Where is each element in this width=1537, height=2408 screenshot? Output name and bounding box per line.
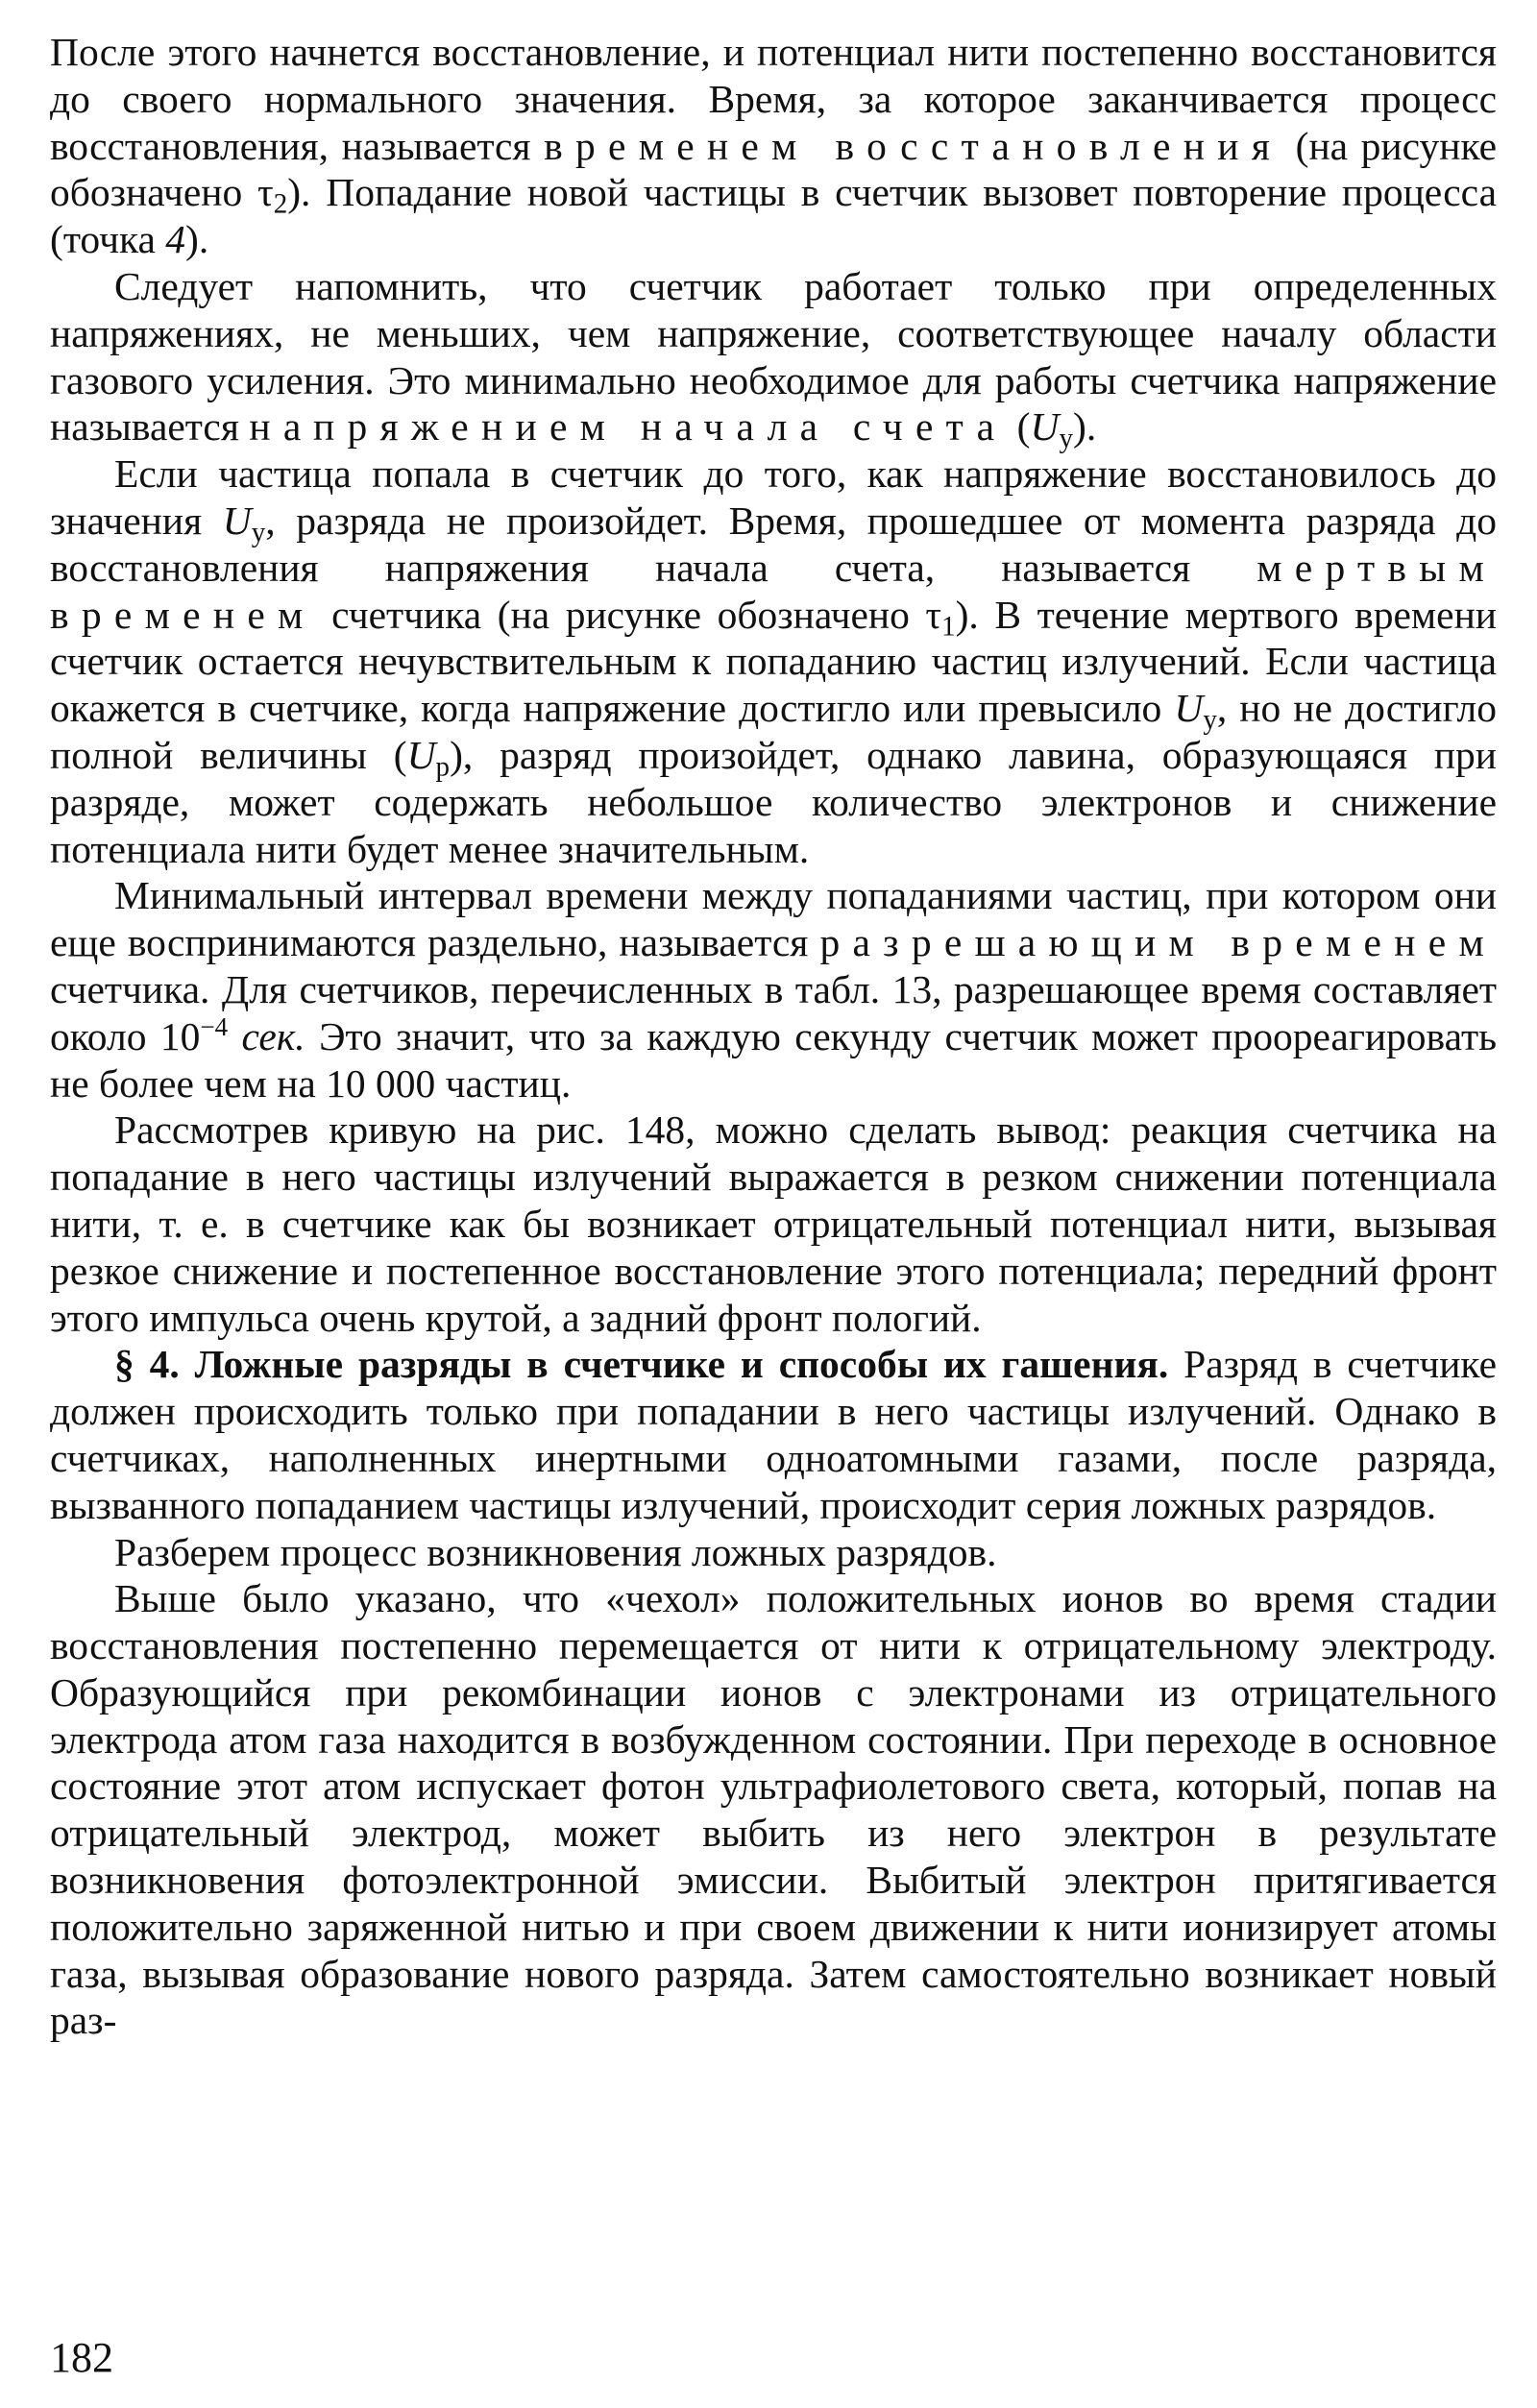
symbol-u: U (1030, 404, 1060, 450)
subscript: у (251, 517, 266, 548)
subscript: р (435, 751, 451, 783)
paragraph-resolving-time (50, 872, 1497, 1107)
subscript: 1 (941, 610, 956, 642)
text-run: Следует напомнить, что счетчик работает только при определенных напряжениях, не меньших, чем напряжение, соответствующее началу области газового усиления. Это минимально необходимое для работы счетчика напряжение называется (50, 263, 1497, 450)
paragraph-dead-time (50, 450, 1497, 872)
text-run: После этого начнется восстановление, и потенциал нити постепенно восстановится до своего нормального значения. Время, за которое заканчивается процесс восстановления, называется (50, 30, 1497, 168)
page-body (50, 29, 1497, 2044)
paragraph-analysis-intro: Разберем процесс возникновения ложных разрядов. (114, 1529, 997, 1574)
spaced-term: временем восстановления (544, 123, 1283, 168)
text-run: Это значит, что за каждую секунду счетчик может проореагировать не более чем на 10 000 частиц. (50, 1013, 1498, 1106)
text-run: ). В течение мертвого времени счетчик остается нечувствительным к попаданию частиц излучений. Если частица окажется в счетчике, когда напряжение достигло или превысило (50, 592, 1497, 731)
text-run: ). Попадание новой частицы в счетчик вызовет повторение процесса (точка (50, 170, 1498, 262)
subscript: у (1059, 423, 1073, 454)
spaced-term: разрешающим временем (819, 920, 1497, 965)
text-run: ( (1007, 404, 1031, 450)
text-run: Разряд в счетчике должен происходить только при попадании в него частицы излучений. Однако в счетчиках, наполненных инертными одноатомными газами, после разряда, вызванного попаданием частицы излучений, происходит серия ложных разрядов. (50, 1342, 1497, 1527)
text-run: счетчика. Для счетчиков, перечисленных в табл. 13, разрешающее время составляет около 10 (50, 966, 1497, 1058)
superscript: −4 (200, 1011, 229, 1041)
paragraph-curve-conclusion: Рассмотрев кривую на рис. 148, можно сделать вывод: реакция счетчика на попадание в него частицы излучений выражается в резком снижении потенциала нити, т. е. в счетчике как бы возникает отрицательный потенциал нити, вызывая резкое снижение и постепенное восстановление этого потенциала; передний фронт этого импульса очень крутой, а задний фронт пологий. (50, 1107, 1497, 1340)
symbol-u: U (1174, 686, 1204, 731)
symbol-u: U (406, 732, 436, 777)
text-run: ), разряд произойдет, однако лавина, образующаяся при разряде, может содержать небольшое количество электронов и снижение потенциала нити будет менее значительным. (50, 732, 1497, 871)
text-run: ). (185, 217, 209, 262)
text-run: счетчика (на рисунке обозначено τ (315, 592, 942, 637)
paragraph-ion-sheath: Выше было указано, что «чехол» положительных ионов во время стадии восстановления постепенно перемещается от нити к отрицательному электроду. Образующийся при рекомбинации ионов с электронами из отрицательного электрода атом газа находится в возбужденном состоянии. При переходе в основное состояние этот атом испускает фотон ультрафиолетового света, который, попав на отрицательный электрод, может выбить из него электрон в результате возникновения фотоэлектронной эмиссии. Выбитый электрон притягивается положительно заряженной нитью и при своем движении к нити ионизирует атомы газа, вызывая образование нового разряда. Затем самостоятельно возникает новый раз- (50, 1576, 1497, 2043)
text-run: ). (1073, 404, 1097, 450)
section-heading: § 4. Ложные разряды в счетчике и способы их гашения. (114, 1342, 1169, 1387)
text-run: (на рисунке обозначено τ (50, 123, 1497, 215)
spaced-term: мертвым временем (50, 545, 1497, 637)
subscript: 2 (273, 188, 288, 220)
page-number: 182 (50, 2334, 113, 2381)
point-number: 4 (165, 217, 186, 262)
spaced-term: напряжением начала счета (249, 404, 1008, 450)
text-run: , но не достигло полной величины ( (50, 686, 1497, 777)
text-run: Минимальный интервал времени между попаданиями частиц, при котором они еще воспринимаются раздельно, называется (50, 873, 1497, 965)
text-run: , разряда не произойдет. Время, прошедшее от момента разряда до восстановления напряжения начала счета, называется (50, 498, 1497, 590)
paragraph-start-voltage (50, 263, 1497, 454)
subscript: у (1203, 704, 1217, 736)
text-run (228, 1014, 241, 1058)
symbol-u: U (222, 498, 252, 543)
unit-label: сек. (241, 1013, 305, 1058)
text-run: Если частица попала в счетчик до того, как напряжение восстановилось до значения (50, 451, 1497, 543)
paragraph-recovery-time (50, 29, 1497, 263)
paragraph-false-discharges (50, 1341, 1497, 1528)
